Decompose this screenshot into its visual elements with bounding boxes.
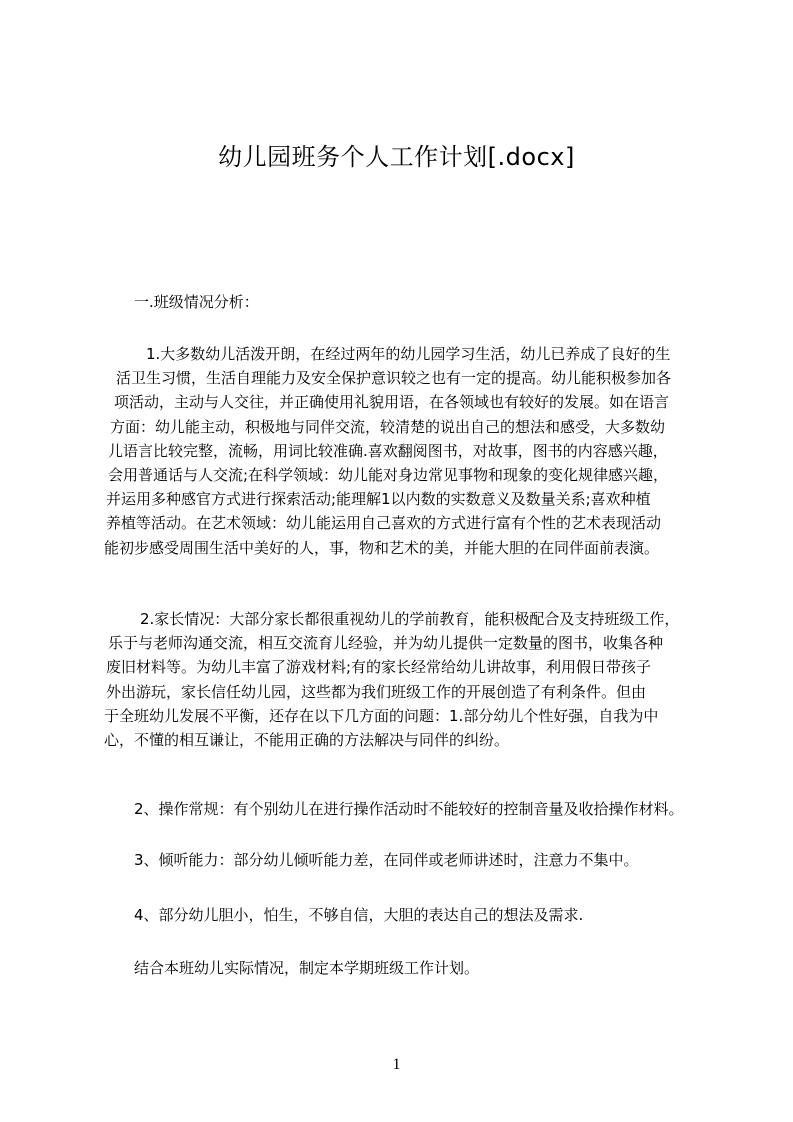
item-timid-children: 4、部分幼儿胆小，怕生，不够自信，大胆的表达自己的想法及需求. bbox=[134, 906, 584, 924]
paragraph-line: 会用普通话与人交流;在科学领域：幼儿能对身边常见事物和现象的变化规律感兴趣， bbox=[108, 466, 669, 485]
paragraph-line: 方面：幼儿能主动，积极地与同伴交流，较清楚的说出自己的想法和感受，大多数幼 bbox=[110, 417, 666, 436]
paragraph-line: 能初步感受周围生活中美好的人，事，物和艺术的美，并能大胆的在同伴面前表演。 bbox=[104, 538, 660, 557]
paragraph-line: 活卫生习惯，生活自理能力及安全保护意识较之也有一定的提高。幼儿能积极参加各 bbox=[116, 369, 672, 388]
paragraph-parent-situation bbox=[104, 607, 716, 752]
paragraph-line: 养植等活动。在艺术领域：幼儿能运用自己喜欢的方式进行富有个性的艺术表现活动 bbox=[106, 514, 662, 533]
paragraph-line: 废旧材料等。为幼儿丰富了游戏材料;有的家长经常给幼儿讲故事，利用假日带孩子 bbox=[106, 658, 652, 677]
page-number: 1 bbox=[392, 1056, 401, 1073]
item-operation-routine: 2、操作常规：有个别幼儿在进行操作活动时不能较好的控制音量及收拾操作材料。 bbox=[134, 800, 684, 818]
paragraph-line: 儿语言比较完整，流畅，用词比较准确.喜欢翻阅图书，对故事，图书的内容感兴趣， bbox=[108, 441, 668, 460]
paragraph-line: 心，不懂的相互谦让，不能用正确的方法解决与同伴的纠纷。 bbox=[104, 731, 510, 750]
item-listening-ability: 3、倾听能力：部分幼儿倾听能力差，在同伴或老师讲述时，注意力不集中。 bbox=[134, 851, 639, 869]
paragraph-line: 乐于与老师沟通交流，相互交流育儿经验，并为幼儿提供一定数量的图书，收集各种 bbox=[108, 634, 664, 653]
section-heading: 一.班级情况分析： bbox=[134, 293, 259, 311]
paragraph-class-analysis bbox=[104, 342, 704, 560]
paragraph-line: 项活动，主动与人交往，并正确使用礼貌用语，在各领域也有较好的发展。如在语言 bbox=[114, 393, 670, 412]
conclusion-paragraph: 结合本班幼儿实际情况，制定本学期班级工作计划。 bbox=[134, 959, 480, 977]
paragraph-line: 于全班幼儿发展不平衡，还存在以下几方面的问题：1.部分幼儿个性好强，自我为中 bbox=[104, 706, 659, 725]
paragraph-line: 外出游玩，家长信任幼儿园，这些都为我们班级工作的开展创造了有利条件。但由 bbox=[106, 682, 647, 701]
paragraph-line: 1.大多数幼儿活泼开朗，在经过两年的幼儿园学习生活，幼儿已养成了良好的生 bbox=[146, 345, 671, 363]
document-title: 幼儿园班务个人工作计划[.docx] bbox=[218, 143, 575, 171]
paragraph-line: 2.家长情况：大部分家长都很重视幼儿的学前教育，能积极配合及支持班级工作， bbox=[140, 610, 680, 628]
paragraph-line: 并运用多种感官方式进行探索活动;能理解1以内数的实数意义及数量关系;喜欢种植 bbox=[106, 490, 651, 509]
